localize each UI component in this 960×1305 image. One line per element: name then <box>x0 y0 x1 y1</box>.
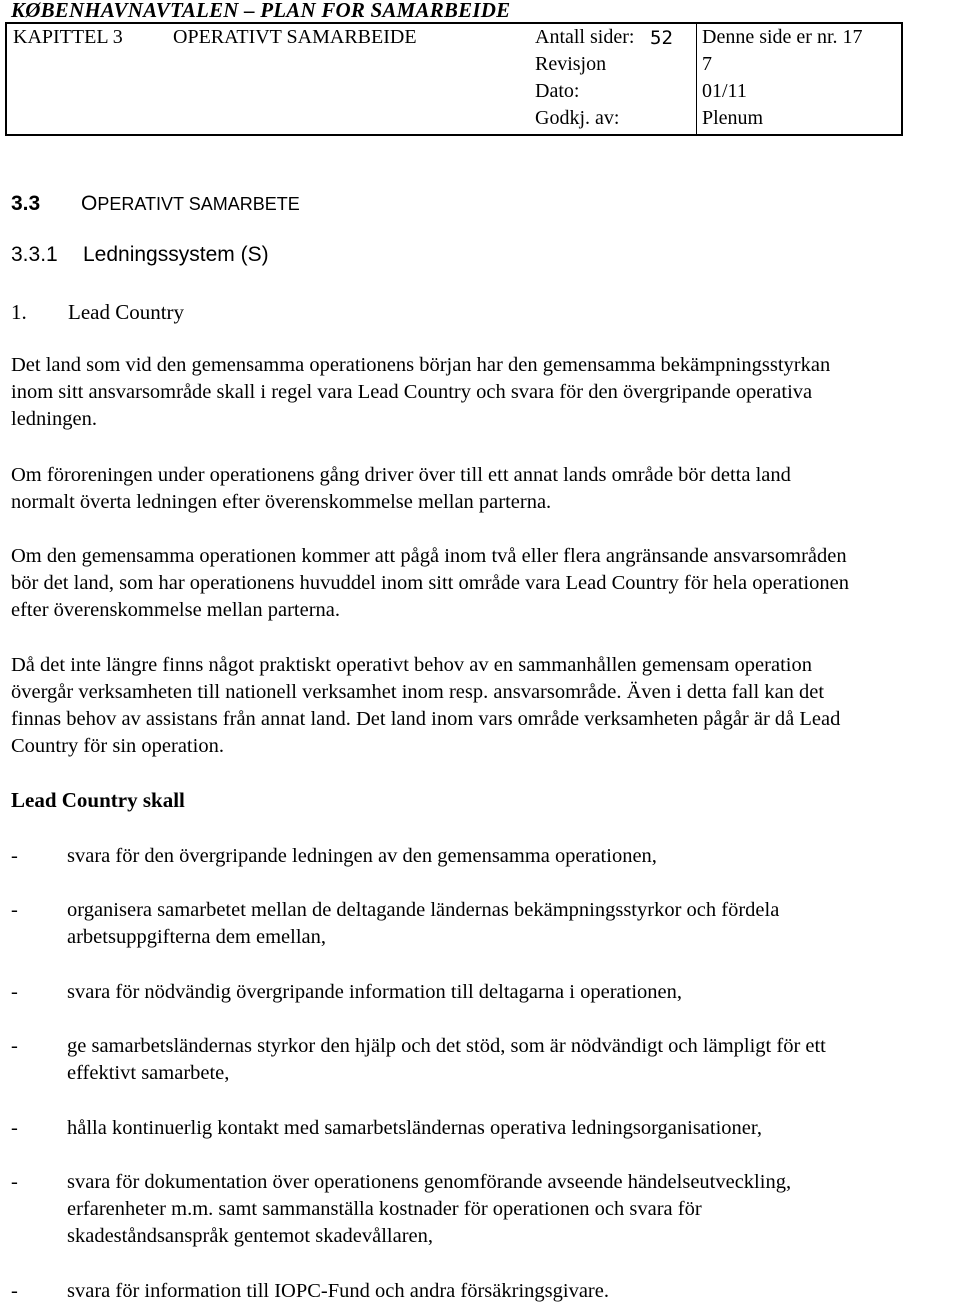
list-item-line: svara för dokumentation över operationens genomförande avseende händelseutveckling, <box>67 1171 792 1193</box>
subsection-number: 3.3.1 <box>11 243 58 266</box>
subsection-heading <box>11 243 269 267</box>
paragraph-line: finnas behov av assistans från annat land. Det land inom vars område verksamheten pågår är då Lead <box>11 708 841 730</box>
paragraph <box>11 652 956 760</box>
paragraph <box>11 543 956 624</box>
header-divider <box>696 24 697 136</box>
paragraph-line: efter överenskommelse mellan parterna. <box>11 599 340 621</box>
date-label: Dato: <box>535 80 580 102</box>
paragraph <box>11 352 956 433</box>
approved-label: Godkj. av: <box>535 107 620 129</box>
document-title: KØBENHAVNAVTALEN – PLAN FOR SAMARBEIDE <box>11 0 511 22</box>
paragraph-line: Då det inte längre finns något praktiskt operativt behov av en sammanhållen gemensam operation <box>11 654 812 676</box>
item-heading <box>11 300 184 325</box>
bullet-dash: - <box>11 981 18 1003</box>
pages-label: Antall sider: <box>535 26 635 48</box>
this-page-number: Denne side er nr. 17 <box>702 26 863 48</box>
section-number: 3.3 <box>11 192 41 215</box>
item-number: 1. <box>11 300 27 324</box>
paragraph-line: övergår verksamheten till nationell verksamhet inom resp. ansvarsområde. Även i detta fall kan det <box>11 681 825 703</box>
bullet-dash: - <box>11 845 18 867</box>
paragraph-line: normalt överta ledningen efter överenskommelse mellan parterna. <box>11 491 552 513</box>
list-item-line: effektivt samarbete, <box>67 1062 230 1084</box>
list-item-line: skadeståndsanspråk gentemot skadevållaren, <box>67 1225 434 1247</box>
pages-value: 52 <box>650 27 673 49</box>
paragraph-line: Om den gemensamma operationen kommer att pågå inom två eller flera angränsande ansvarsområden <box>11 545 847 567</box>
list-item-line: svara för nödvändig övergripande information till deltagarna i operationen, <box>67 981 682 1003</box>
list-item-line: hålla kontinuerlig kontakt med samarbetsländernas operativa ledningsorganisationer, <box>67 1117 763 1139</box>
bullet-dash: - <box>11 899 18 921</box>
item-title: Lead Country <box>68 300 185 324</box>
bullet-dash: - <box>11 1280 18 1302</box>
bullet-dash: - <box>11 1117 18 1139</box>
duties-heading: Lead Country skall <box>11 788 185 812</box>
paragraph-line: Det land som vid den gemensamma operationens början har den gemensamma bekämpningsstyrkan <box>11 354 831 376</box>
date-value: 01/11 <box>702 80 747 102</box>
list-item-line: erfarenheter m.m. samt sammanställa kostnader för operationen och svara för <box>67 1198 702 1220</box>
approved-value: Plenum <box>702 107 764 129</box>
section-heading <box>11 192 300 216</box>
section-title-rest: PERATIVT SAMARBETE <box>97 194 300 214</box>
revision-value: 7 <box>702 53 712 75</box>
paragraph-line: Country för sin operation. <box>11 735 224 757</box>
list-item-line: arbetsuppgifterna dem emellan, <box>67 926 326 948</box>
revision-label: Revisjon <box>535 53 607 75</box>
chapter-number: KAPITTEL 3 <box>13 26 123 48</box>
chapter-title: OPERATIVT SAMARBEIDE <box>173 26 417 48</box>
list-item-line: svara för information till IOPC-Fund och andra försäkringsgivare. <box>67 1280 609 1302</box>
list-item-line: organisera samarbetet mellan de deltagande ländernas bekämpningsstyrkor och fördela <box>67 899 780 921</box>
subsection-title: Ledningssystem (S) <box>83 243 269 266</box>
section-title-initial: O <box>81 192 98 215</box>
list-item-line: svara för den övergripande ledningen av den gemensamma operationen, <box>67 845 657 867</box>
paragraph-line: Om föroreningen under operationens gång driver över till ett annat lands område bör detta land <box>11 464 791 486</box>
paragraph-line: inom sitt ansvarsområde skall i regel vara Lead Country och svara för den övergripande operativa <box>11 381 813 403</box>
document-header-table <box>5 22 903 136</box>
bullet-dash: - <box>11 1171 18 1193</box>
paragraph <box>11 462 956 516</box>
list-item-line: ge samarbetsländernas styrkor den hjälp och det stöd, som är nödvändigt och lämpligt för ett <box>67 1035 826 1057</box>
bullet-dash: - <box>11 1035 18 1057</box>
paragraph-line: bör det land, som har operationens huvuddel inom sitt område vara Lead Country för hela operationen <box>11 572 849 594</box>
paragraph-line: ledningen. <box>11 408 97 430</box>
